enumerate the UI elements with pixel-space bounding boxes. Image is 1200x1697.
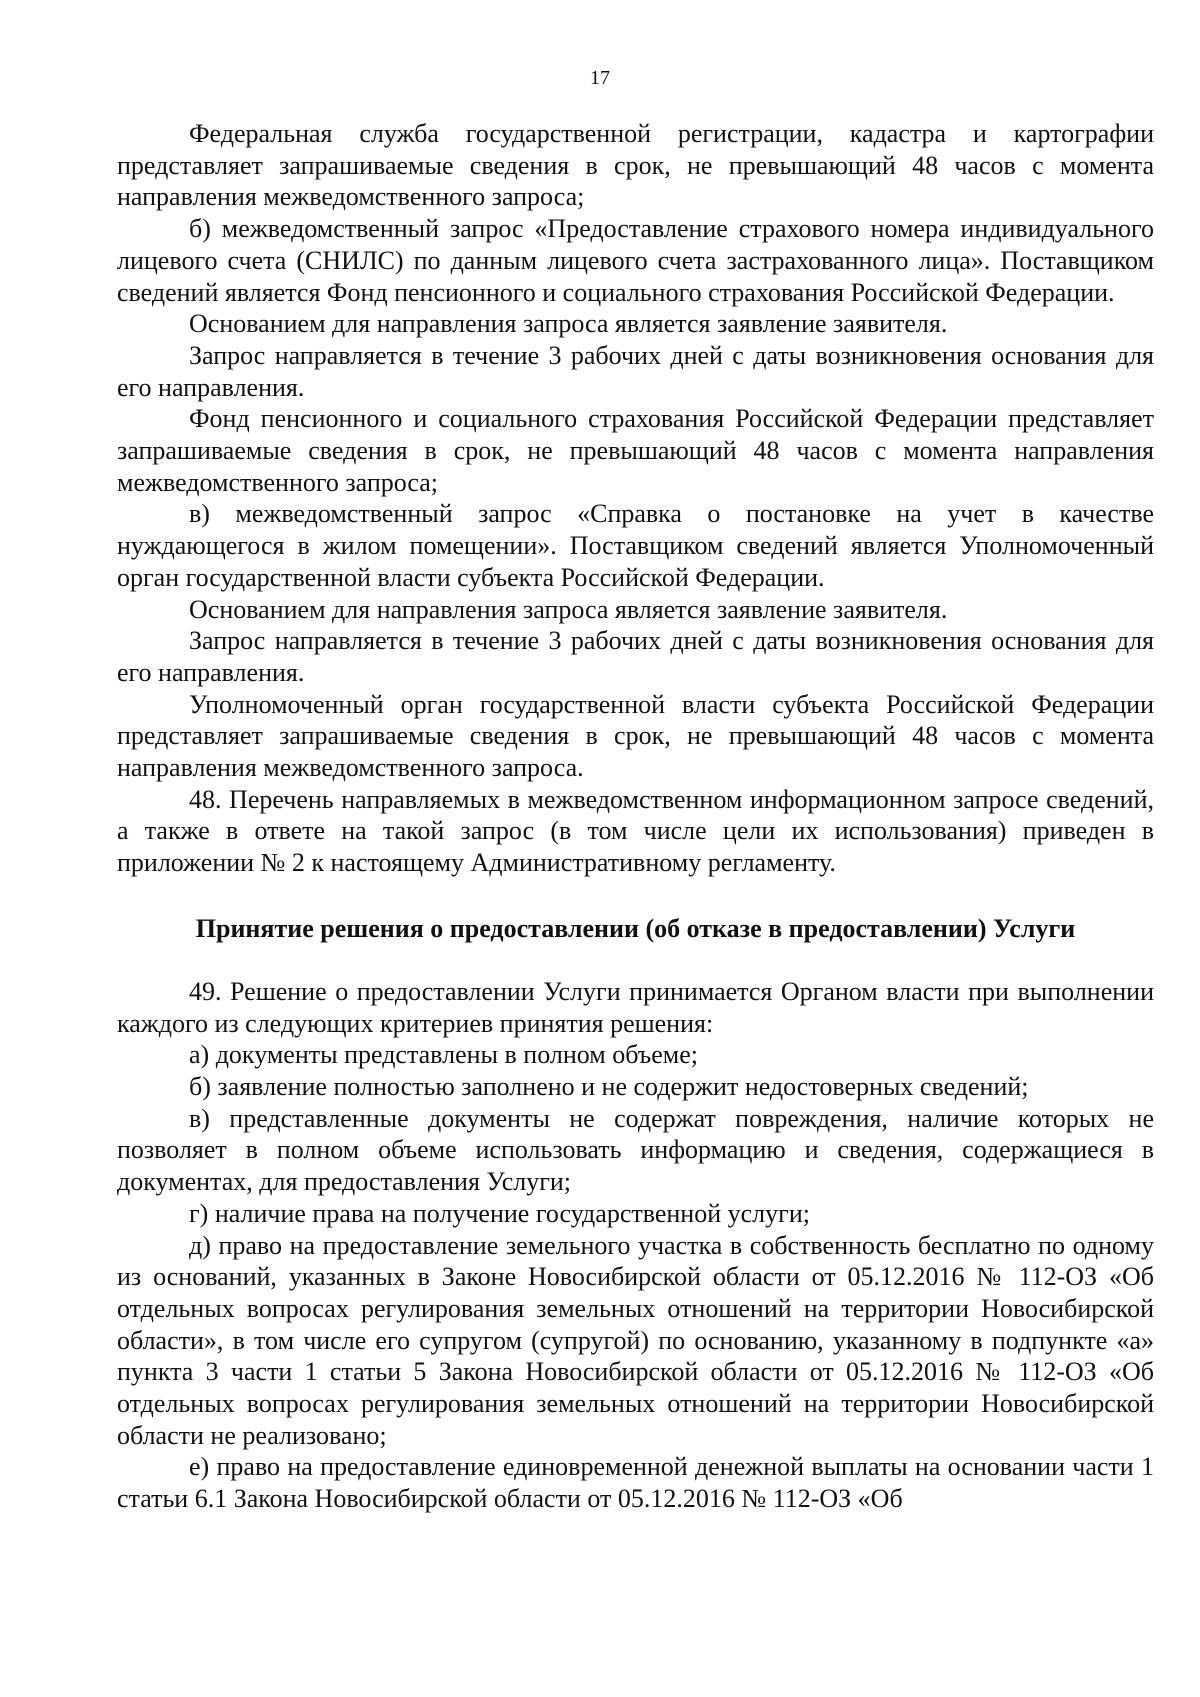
- paragraph-request-timing: Запрос направляется в течение 3 рабочих дней с даты возникновения основания для его направления.: [117, 626, 1154, 687]
- page-number: 17: [590, 67, 610, 89]
- list-item-a: а) документы представлены в полном объеме;: [189, 1040, 698, 1070]
- paragraph-request-basis: Основанием для направления запроса является заявление заявителя.: [189, 594, 948, 624]
- paragraph-pension-fund-response: Фонд пенсионного и социального страхования Российской Федерации представляет запрашиваемые сведения в срок, не превышающий 48 часов с момента направления межведомственного запроса;: [117, 404, 1154, 497]
- paragraph-request-timing: Запрос направляется в течение 3 рабочих дней с даты возникновения основания для его направления.: [117, 340, 1154, 402]
- paragraph-item-49: 49. Решение о предоставлении Услуги принимается Органом власти при выполнении каждого из следующих критериев принятия решения:: [117, 976, 1154, 1038]
- section-heading: Принятие решения о предоставлении (об отказе в предоставлении) Услуги: [195, 913, 1076, 943]
- list-item-v: в) представленные документы не содержат повреждения, наличие которых не позволяет в полном объеме использовать информацию и сведения, содержащиеся в документах, для предоставления Услуги;: [117, 1103, 1154, 1197]
- list-item-b: б) заявление полностью заполнено и не содержит недостоверных сведений;: [189, 1071, 1029, 1101]
- paragraph-request-basis: Основанием для направления запроса является заявление заявителя.: [189, 309, 948, 339]
- paragraph-authority-response: Уполномоченный орган государственной власти субъекта Российской Федерации представляет запрашиваемые сведения в срок, не превышающий 48 часов с момента направления межведомственного запроса.: [117, 689, 1154, 783]
- paragraph-item-48: 48. Перечень направляемых в межведомственном информационном запросе сведений, а также в ответе на такой запрос (в том числе цели их использования) приведен в приложении № 2 к настоящему Административному регламенту.: [117, 784, 1154, 878]
- paragraph-snils-request: б) межведомственный запрос «Предоставление страхового номера индивидуального лицевого счета (СНИЛС) по данным лицевого счета застрахованного лица». Поставщиком сведений является Фонд пенсионного и социального страхования Российской Федерации.: [117, 214, 1154, 307]
- list-item-e: е) право на предоставление единовременной денежной выплаты на основании части 1 статьи 6.1 Закона Новосибирской области от 05.12.2016 № 112-ОЗ «Об: [117, 1452, 1154, 1514]
- paragraph-rosreestr-response: Федеральная служба государственной регистрации, кадастра и картографии представляет запрашиваемые сведения в срок, не превышающий 48 часов с момента направления межведомственного запроса;: [117, 119, 1154, 212]
- list-item-g: г) наличие права на получение государственной услуги;: [189, 1198, 810, 1228]
- document-body: [117, 118, 1154, 1515]
- paragraph-housing-request: в) межведомственный запрос «Справка о постановке на учет в качестве нуждающегося в жилом помещении». Поставщиком сведений является Уполномоченный орган государственной власти субъекта Российской Федерации.: [117, 499, 1154, 592]
- list-item-d: д) право на предоставление земельного участка в собственность бесплатно по одному из оснований, указанных в Законе Новосибирской области от 05.12.2016 № 112-ОЗ «Об отдельных вопросах регулирования земельных отношений на территории Новосибирской области», в том числе его супругом (супругой) по основанию, указанному в подпункте «а» пункта 3 части 1 статьи 5 Закона Новосибирской области от 05.12.2016 № 112-ОЗ «Об отдельных вопросах регулирования земельных отношений на территории Новосибирской области не реализовано;: [117, 1230, 1154, 1450]
